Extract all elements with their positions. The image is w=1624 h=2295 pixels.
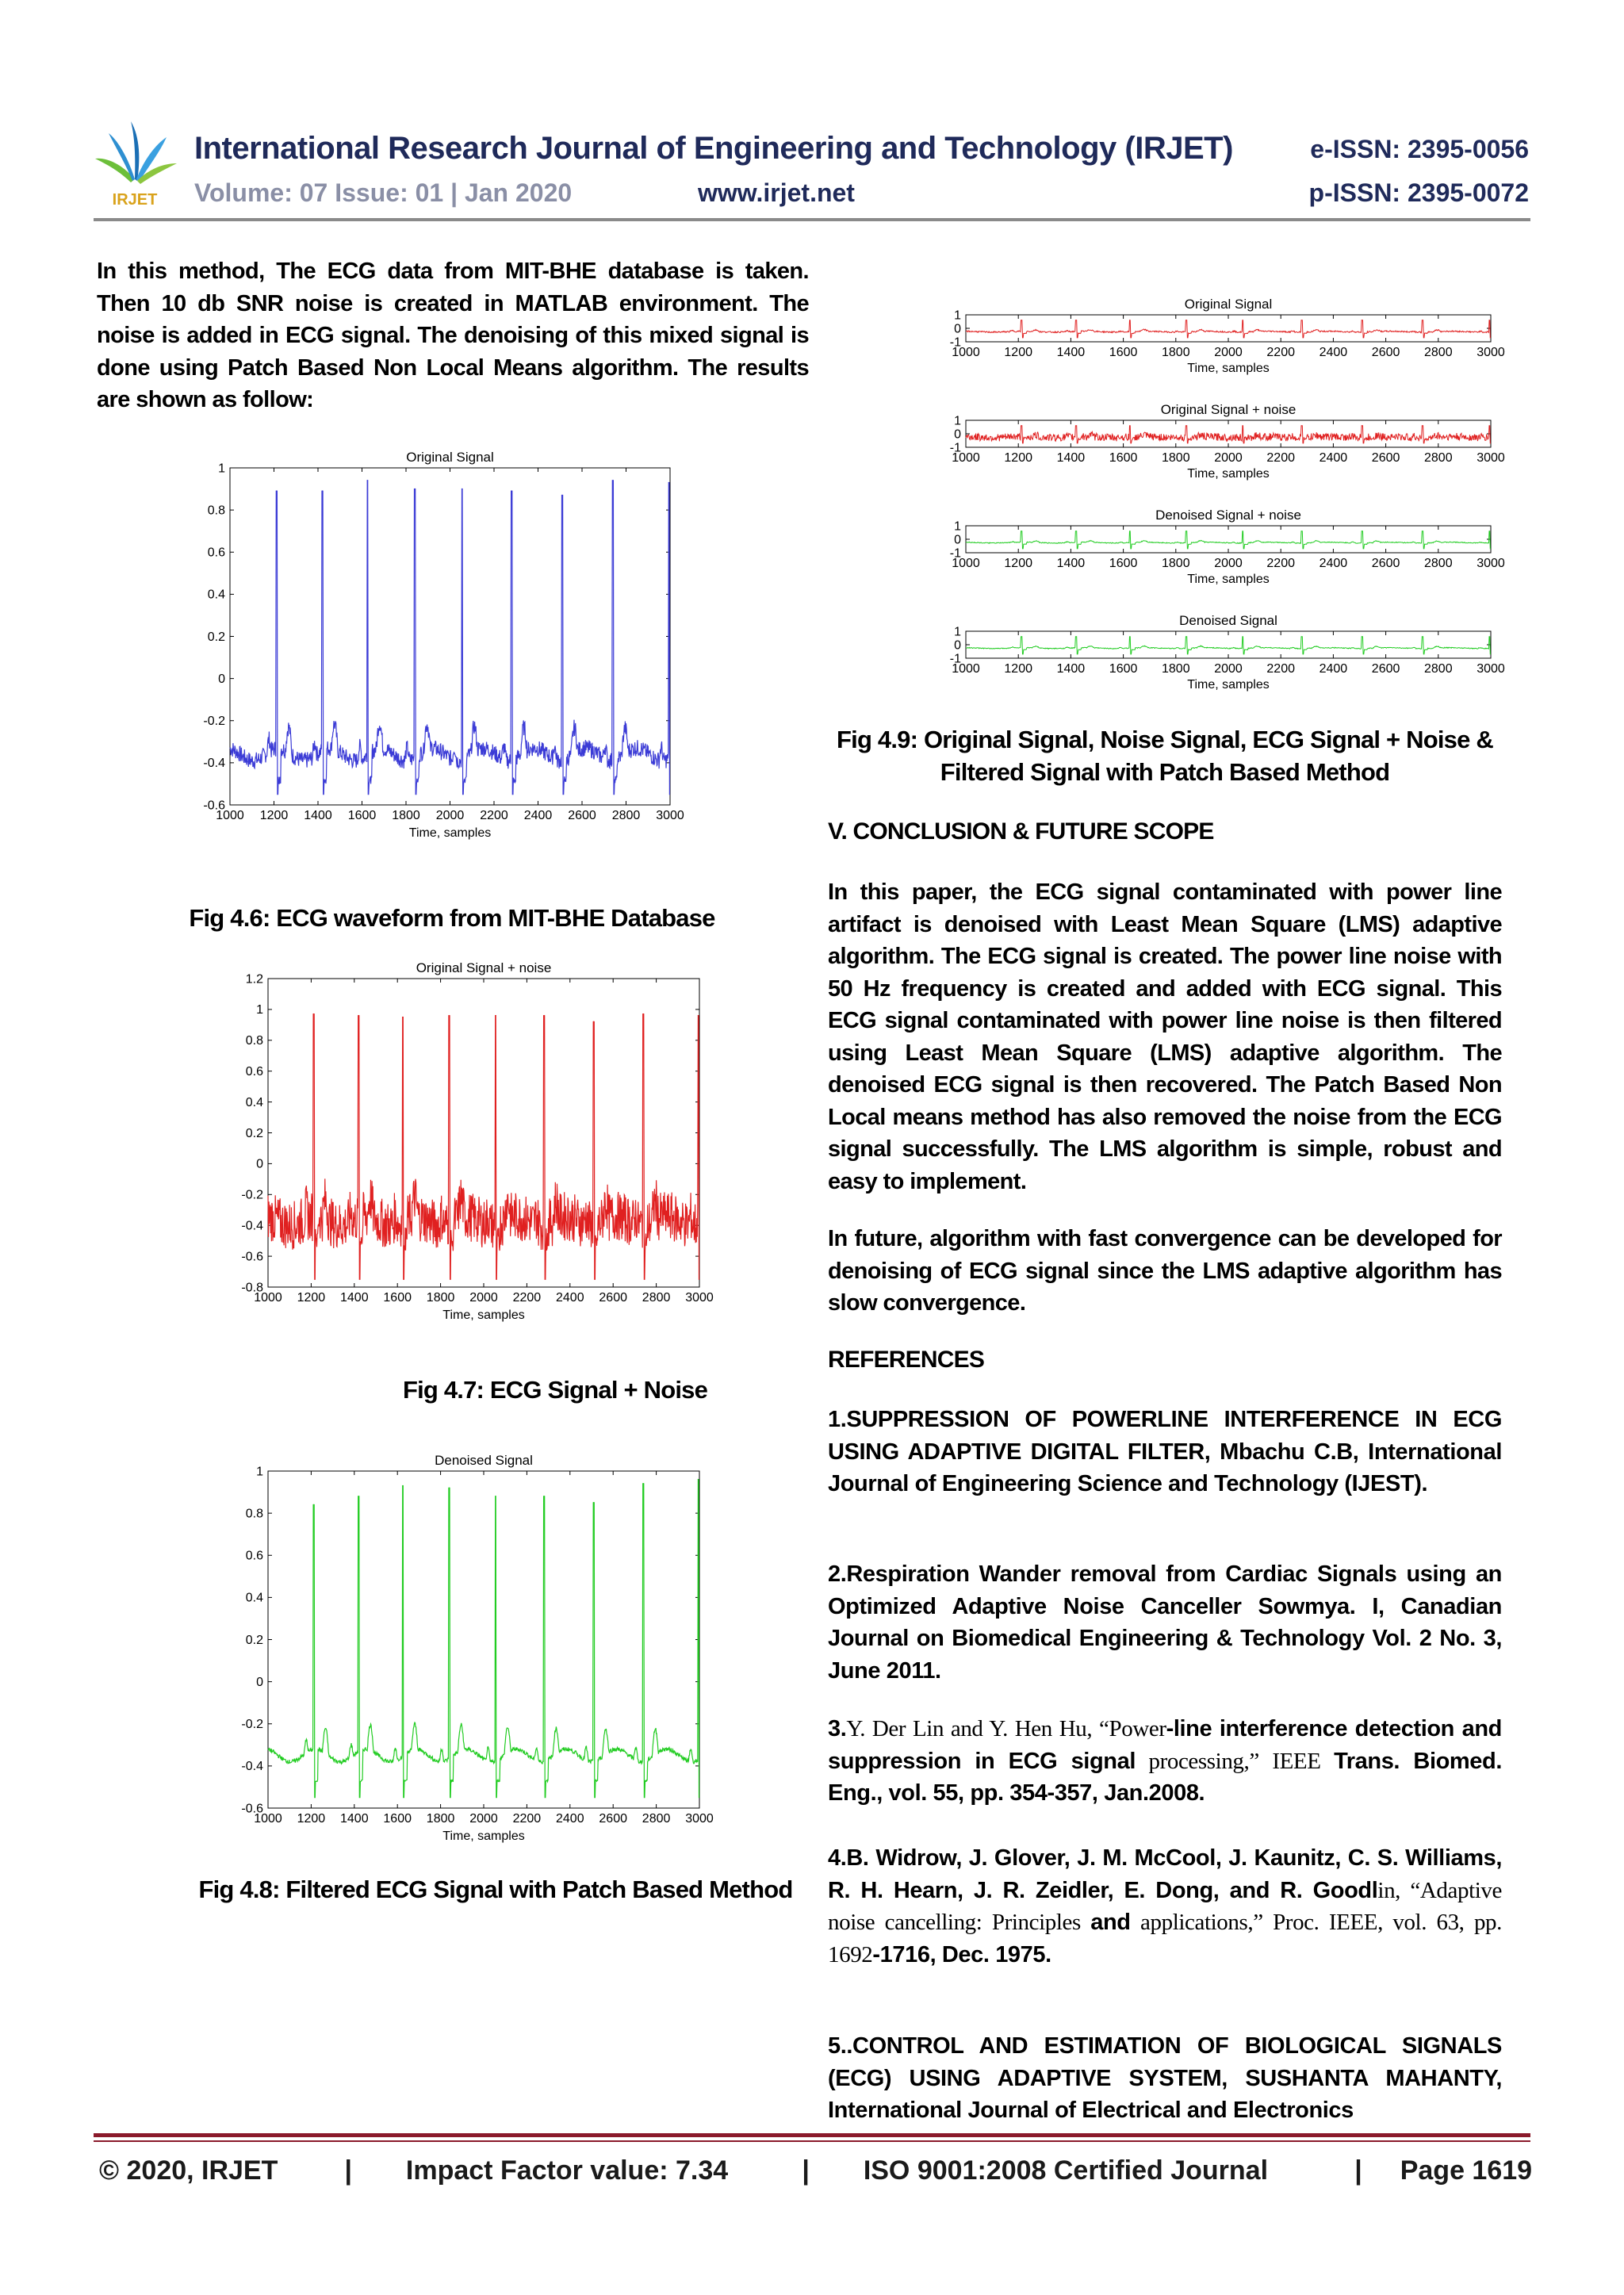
y-tick-label: 0.2 [207, 630, 225, 644]
y-tick-label: 0.6 [207, 546, 225, 560]
r-peak-point [642, 1483, 644, 1485]
footer-iso: ISO 9001:2008 Certified Journal [863, 2155, 1269, 2186]
y-tick-label: 0 [256, 1675, 263, 1689]
r-peak-point [612, 480, 614, 481]
fig49-caption-line1: Fig 4.9: Original Signal, Noise Signal, ECG Signal + Noise & [837, 726, 1493, 753]
chart-title: Original Signal [406, 450, 494, 465]
x-tick-label: 2200 [512, 1812, 542, 1826]
y-tick-label: -1 [949, 546, 961, 561]
y-tick-label: 1 [954, 308, 961, 323]
r-peak-point [313, 1504, 315, 1506]
plot-frame [966, 526, 1491, 553]
r-peak-point [543, 1496, 545, 1497]
chart-title: Original Signal + noise [416, 960, 552, 975]
footer-page-number: Page 1619 [1400, 2155, 1533, 2186]
r-peak-point [414, 489, 416, 490]
x-tick-label: 1000 [216, 809, 244, 822]
x-tick-label: 2400 [1319, 451, 1348, 465]
r-peak-point [593, 1502, 595, 1504]
y-tick-label: -0.6 [203, 799, 225, 813]
y-tick-label: -0.4 [241, 1760, 263, 1774]
x-tick-label: 2800 [642, 1291, 671, 1305]
x-tick-label: 2600 [599, 1812, 627, 1826]
y-tick-label: 1.2 [245, 972, 263, 987]
footer-separator: | [802, 2155, 810, 2186]
r-peak-point [698, 1015, 699, 1017]
references-heading: REFERENCES [828, 1347, 985, 1373]
conclusion-para1: In this paper, the ECG signal contaminated with power line artifact is denoised with Least Mean Square (LMS) adaptive algorithm. The ECG signal is created. The power line noise with 50 Hz frequency is created and added with ECG signal. This ECG signal contaminated with power line noise is then filtered using Least Mean Square (LMS) adaptive algorithm. The denoised ECG signal is then recovered. The Patch Based Non Local means method has also removed the noise from the ECG signal successfully. The LMS algorithm is simple, robust and easy to implement. [828, 879, 1502, 1194]
x-tick-label: 1800 [1162, 346, 1190, 359]
x-tick-label: 2000 [469, 1291, 498, 1305]
reference-2: 2.Respiration Wander removal from Cardiac Signals using an Optimized Adaptive Noise Canceller Sowmya. I, Canadian Journal on Biomedical Engineering & Technology Vol. 2 No. 3, June 2011. [828, 1561, 1502, 1684]
panel-signal-line [966, 531, 1491, 549]
x-tick-label: 2000 [435, 809, 465, 822]
plot-frame [966, 631, 1491, 658]
y-tick-label: 0.6 [245, 1065, 263, 1079]
x-axis-label: Time, samples [442, 1308, 525, 1322]
y-tick-label: 0.4 [245, 1095, 263, 1109]
r-peak-point [698, 1479, 699, 1481]
signal-line [268, 1014, 699, 1280]
x-tick-label: 3000 [1477, 662, 1505, 676]
x-tick-label: 2200 [1266, 662, 1295, 676]
fig49-caption-line2: Filtered Signal with Patch Based Method [940, 758, 1390, 786]
y-tick-label: 0 [256, 1157, 263, 1171]
x-tick-label: 1600 [1109, 662, 1138, 676]
fig46-chart [182, 448, 753, 876]
x-tick-label: 1200 [1004, 451, 1032, 465]
y-tick-label: -0.6 [241, 1250, 263, 1264]
y-tick-label: 1 [954, 414, 961, 428]
r-peak-point [449, 1015, 450, 1017]
r-peak-point [495, 1496, 496, 1497]
x-tick-label: 1400 [304, 809, 332, 822]
y-tick-label: 0 [954, 322, 961, 336]
x-tick-label: 2400 [523, 809, 553, 822]
x-tick-label: 2400 [1319, 557, 1348, 570]
x-tick-label: 1400 [340, 1291, 369, 1305]
x-tick-label: 3000 [1477, 557, 1505, 570]
y-tick-label: -1 [949, 652, 961, 666]
x-tick-label: 1000 [952, 451, 980, 465]
panel-x-axis-label: Time, samples [1187, 678, 1270, 692]
x-tick-label: 1800 [1162, 557, 1190, 570]
x-tick-label: 2000 [1214, 346, 1243, 359]
x-tick-label: 1600 [1109, 346, 1138, 359]
r-peak-point [495, 1015, 496, 1017]
panel-signal-line [966, 426, 1491, 443]
intro-paragraph: In this method, The ECG data from MIT-BHE database is taken. Then 10 db SNR noise is created in MATLAB environment. The noise is added in ECG signal. The denoising of this mixed signal is done using Patch Based Non Local Means algorithm. The results are shown as follow: [97, 259, 809, 412]
header-rule [94, 218, 1530, 221]
reference-5: 5..CONTROL AND ESTIMATION OF BIOLOGICAL SIGNALS (ECG) USING ADAPTIVE SYSTEM, SUSHANTA MAHANTY, International Journal of Electrical and Electronics [828, 2033, 1502, 2123]
y-tick-label: 0.6 [245, 1549, 263, 1563]
signal-line [268, 1480, 699, 1798]
plot-frame [966, 420, 1491, 447]
footer-impact-factor: Impact Factor value: 7.34 [405, 2155, 729, 2186]
y-tick-label: -0.4 [241, 1219, 263, 1233]
y-tick-label: 1 [256, 1465, 263, 1479]
y-tick-label: 0.2 [245, 1633, 263, 1647]
x-tick-label: 3000 [1477, 451, 1505, 465]
x-tick-label: 2000 [1214, 662, 1243, 676]
y-tick-label: 0.4 [207, 588, 225, 602]
x-tick-label: 1200 [1004, 662, 1032, 676]
y-tick-label: 0.8 [245, 1034, 263, 1048]
x-tick-label: 1600 [383, 1812, 412, 1826]
y-tick-label: 0 [218, 672, 225, 686]
x-tick-label: 1800 [1162, 451, 1190, 465]
footer [99, 2155, 1533, 2186]
pissn: p-ISSN: 2395-0072 [1308, 178, 1529, 207]
x-tick-label: 2400 [1319, 662, 1348, 676]
logo-text: IRJET [112, 191, 158, 209]
r-peak-point [322, 490, 324, 492]
plot-frame [966, 315, 1491, 342]
y-tick-label: 0.8 [207, 504, 225, 518]
irjet-logo [91, 117, 178, 209]
signal-line [230, 481, 670, 795]
x-tick-label: 2200 [1266, 557, 1295, 570]
panel-x-axis-label: Time, samples [1187, 467, 1270, 481]
y-tick-label: 1 [218, 462, 225, 476]
x-tick-label: 2800 [1424, 557, 1453, 570]
r-peak-point [402, 1485, 404, 1487]
y-tick-label: 0 [954, 638, 961, 653]
fig48-caption: Fig 4.8: Filtered ECG Signal with Patch Based Method [198, 1875, 793, 1903]
r-peak-point [561, 495, 563, 496]
y-tick-label: 1 [954, 625, 961, 639]
x-tick-label: 2400 [556, 1291, 584, 1305]
r-peak-point [642, 1013, 644, 1015]
x-tick-label: 1800 [426, 1291, 455, 1305]
x-tick-label: 1200 [297, 1291, 326, 1305]
fig49-chart [944, 289, 1515, 722]
r-peak-point [358, 1496, 359, 1497]
reference-3: 3.Y. Der Lin and Y. Hen Hu, “Power-line interference detection and suppression in ECG signal processing,” IEEE Trans. Biomed. Eng., vol. 55, pp. 354-357, Jan.2008. [828, 1716, 1503, 1806]
x-tick-label: 1000 [952, 346, 980, 359]
x-tick-label: 2200 [1266, 346, 1295, 359]
x-tick-label: 2800 [1424, 662, 1453, 676]
eissn: e-ISSN: 2395-0056 [1310, 135, 1529, 163]
x-tick-label: 2000 [1214, 451, 1243, 465]
x-axis-label: Time, samples [408, 826, 492, 840]
x-tick-label: 2000 [469, 1812, 498, 1826]
panel-title: Original Signal [1184, 297, 1273, 312]
x-tick-label: 2400 [1319, 346, 1348, 359]
x-tick-label: 2600 [599, 1291, 627, 1305]
x-tick-label: 1600 [1109, 451, 1138, 465]
x-tick-label: 1200 [1004, 557, 1032, 570]
x-tick-label: 1000 [254, 1812, 282, 1826]
r-peak-point [449, 1487, 450, 1488]
x-tick-label: 1200 [1004, 346, 1032, 359]
r-peak-point [402, 1017, 404, 1018]
x-tick-label: 2600 [1371, 346, 1400, 359]
y-tick-label: 0 [954, 427, 961, 442]
y-tick-label: -1 [949, 441, 961, 455]
panel-title: Denoised Signal [1179, 613, 1277, 628]
x-tick-label: 2200 [1266, 451, 1295, 465]
r-peak-point [462, 489, 463, 490]
y-tick-label: 1 [954, 519, 961, 534]
x-tick-label: 1400 [1056, 557, 1086, 570]
x-tick-label: 2800 [1424, 451, 1453, 465]
panel-title: Original Signal + noise [1160, 402, 1297, 417]
x-tick-label: 1600 [1109, 557, 1138, 570]
y-tick-label: -0.2 [241, 1718, 263, 1732]
x-tick-label: 3000 [685, 1812, 714, 1826]
y-tick-label: -0.2 [241, 1188, 263, 1202]
x-tick-label: 1800 [426, 1812, 455, 1826]
website-link[interactable]: www.irjet.net [698, 178, 855, 207]
panel-signal-line [966, 320, 1491, 338]
y-tick-label: -0.6 [241, 1802, 263, 1816]
journal-title: International Research Journal of Engineering and Technology (IRJET) [194, 131, 1233, 166]
r-peak-point [593, 1021, 595, 1023]
y-tick-label: -0.2 [203, 715, 225, 729]
x-tick-label: 1200 [297, 1812, 326, 1826]
r-peak-point [668, 482, 670, 484]
y-tick-label: 0 [954, 533, 961, 547]
x-tick-label: 2800 [642, 1812, 671, 1826]
r-peak-point [313, 1013, 315, 1015]
panel-x-axis-label: Time, samples [1187, 362, 1270, 375]
panel-x-axis-label: Time, samples [1187, 573, 1270, 586]
r-peak-point [367, 480, 369, 481]
footer-separator: | [344, 2155, 352, 2186]
y-tick-label: 1 [256, 1003, 263, 1017]
chart-title: Denoised Signal [435, 1453, 533, 1468]
footer-rule-thin [94, 2140, 1530, 2142]
reference-1: 1.SUPPRESSION OF POWERLINE INTERFERENCE IN ECG USING ADAPTIVE DIGITAL FILTER, Mbachu C.B, International Journal of Engineering Science and Technology (IJEST). [828, 1407, 1502, 1496]
r-peak-point [358, 1015, 359, 1017]
x-tick-label: 3000 [685, 1291, 714, 1305]
footer-copyright: © 2020, IRJET [99, 2155, 278, 2186]
x-tick-label: 2600 [568, 809, 596, 822]
fig46-caption: Fig 4.6: ECG waveform from MIT-BHE Database [189, 904, 715, 932]
y-tick-label: -1 [949, 335, 961, 350]
x-tick-label: 1600 [383, 1291, 412, 1305]
x-tick-label: 2600 [1371, 451, 1400, 465]
y-tick-label: -0.4 [203, 757, 225, 771]
y-tick-label: -0.8 [241, 1281, 263, 1295]
reference-4: 4.B. Widrow, J. Glover, J. M. McCool, J. Kaunitz, C. S. Williams, R. H. Hearn, J. R. Zeidler, E. Dong, and R. Goodlin, “Adaptive noise cancelling: Principles and applications,” Proc. IEEE, vol. 63, pp. 1692-1716, Dec. 1975. [828, 1845, 1502, 1967]
conclusion-heading: V. CONCLUSION & FUTURE SCOPE [828, 818, 1214, 845]
footer-rule [94, 2133, 1530, 2137]
x-tick-label: 1800 [392, 809, 420, 822]
x-tick-label: 1000 [254, 1291, 282, 1305]
plot-frame [268, 979, 699, 1287]
x-tick-label: 1800 [1162, 662, 1190, 676]
fig47-chart [214, 950, 785, 1362]
x-tick-label: 1400 [1056, 346, 1086, 359]
x-tick-label: 2600 [1371, 557, 1400, 570]
x-tick-label: 2200 [512, 1291, 542, 1305]
panel-title: Denoised Signal + noise [1155, 508, 1301, 523]
y-tick-label: 0.2 [245, 1126, 263, 1140]
conclusion-para2: In future, algorithm with fast convergence can be developed for denoising of ECG signal since the LMS adaptive algorithm has slow convergence. [828, 1226, 1502, 1316]
x-tick-label: 1400 [1056, 662, 1086, 676]
x-tick-label: 3000 [1477, 346, 1505, 359]
x-tick-label: 3000 [656, 809, 684, 822]
x-tick-label: 1400 [340, 1812, 369, 1826]
volume-issue: Volume: 07 Issue: 01 | Jan 2020 [194, 178, 573, 207]
x-tick-label: 1000 [952, 662, 980, 676]
panel-signal-line [966, 637, 1491, 654]
y-tick-label: 0.4 [245, 1591, 263, 1605]
y-tick-label: 0.8 [245, 1507, 263, 1521]
x-tick-label: 2400 [556, 1812, 584, 1826]
x-tick-label: 2800 [1424, 346, 1453, 359]
footer-separator: | [1354, 2155, 1362, 2186]
fig47-caption: Fig 4.7: ECG Signal + Noise [402, 1376, 708, 1404]
x-tick-label: 2800 [611, 809, 641, 822]
r-peak-point [276, 490, 278, 492]
fig48-chart [214, 1443, 785, 1872]
r-peak-point [543, 1015, 545, 1017]
x-tick-label: 2600 [1371, 662, 1400, 676]
x-tick-label: 1600 [347, 809, 377, 822]
r-peak-point [511, 490, 512, 492]
x-tick-label: 1000 [952, 557, 980, 570]
x-axis-label: Time, samples [442, 1829, 525, 1843]
x-tick-label: 1200 [259, 809, 289, 822]
x-tick-label: 1400 [1056, 451, 1086, 465]
x-tick-label: 2200 [480, 809, 508, 822]
x-tick-label: 2000 [1214, 557, 1243, 570]
